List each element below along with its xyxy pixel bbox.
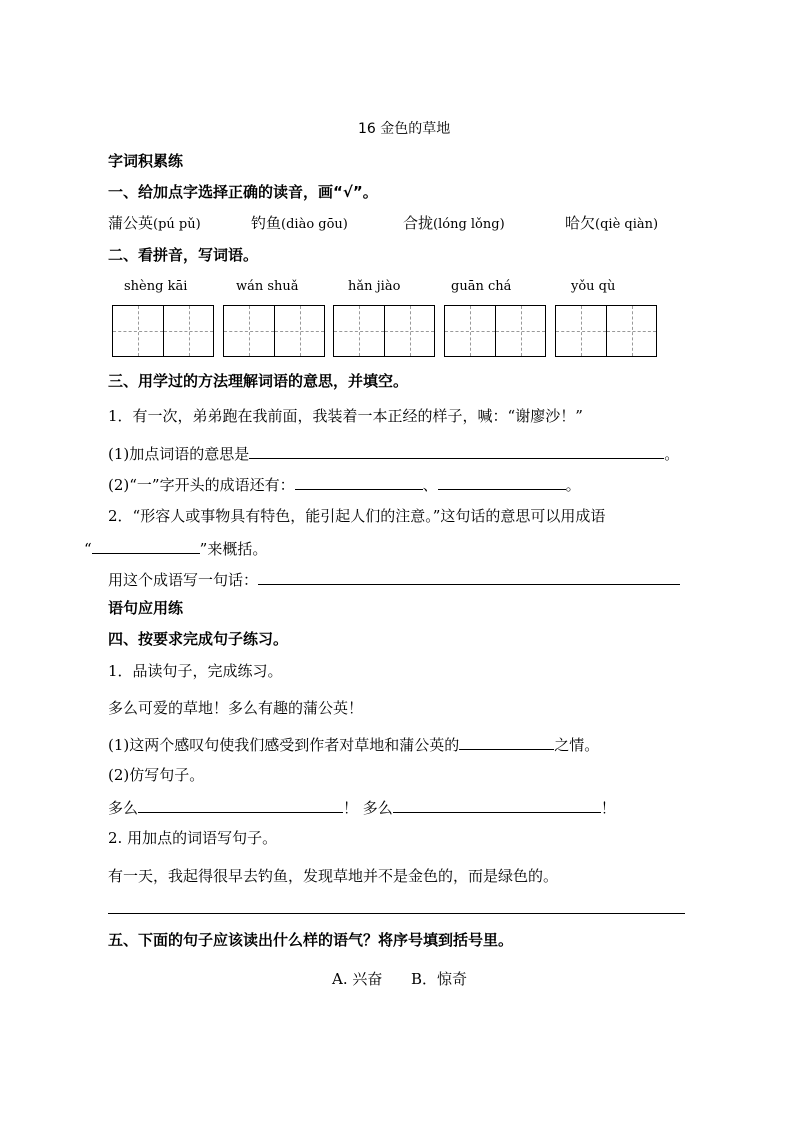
- writing-grid-2[interactable]: [223, 305, 325, 357]
- q4-sub-2: (2)仿写句子。: [108, 766, 205, 784]
- q3-sentence-2: 2．“形容人或事物具有特色，能引起人们的注意。”这句话的意思可以用成语: [108, 507, 606, 525]
- pinyin-2: wán shuǎ: [236, 279, 299, 294]
- imitate-start: 多么: [108, 799, 139, 817]
- section-heading-vocabulary: 字词积累练: [108, 152, 184, 170]
- answer-blank[interactable]: [138, 796, 343, 813]
- q1-item-2: [251, 213, 348, 235]
- answer-blank[interactable]: [258, 568, 680, 585]
- answer-blank[interactable]: [438, 473, 566, 490]
- q1-options: (qiè qiàn): [595, 217, 659, 232]
- answer-blank[interactable]: [393, 796, 601, 813]
- idiom-blank[interactable]: [92, 537, 200, 554]
- quote-open: “: [84, 540, 92, 558]
- q3-sub-1-end: 。: [664, 445, 680, 463]
- q3-sub-1: [108, 442, 679, 464]
- writing-grid-5[interactable]: [555, 305, 657, 357]
- q4-part-1: 1．品读句子，完成练习。: [108, 662, 283, 680]
- writing-grid-3[interactable]: [333, 305, 435, 357]
- q3-sentence-1: 1．有一次，弟弟跑在我前面，我装着一本正经的样子，喊：“谢廖沙！”: [108, 407, 583, 425]
- page-title: 16 金色的草地: [358, 121, 451, 137]
- q3-sub-2: [108, 473, 581, 495]
- q3-use-idiom-label: 用这个成语写一句话：: [108, 571, 259, 589]
- q1-item-1: [108, 213, 201, 235]
- q3-sub-2-label: (2)“一”字开头的成语还有：: [108, 476, 295, 494]
- q1-options: (diào gōu): [281, 217, 348, 232]
- section-heading-sentences: 语句应用练: [108, 599, 184, 617]
- answer-line[interactable]: [108, 913, 685, 914]
- q1-options: (lóng lǒng): [433, 217, 505, 232]
- question-4-heading: 四、按要求完成句子练习。: [108, 630, 289, 648]
- q3-idiom-blank-line: [84, 537, 267, 559]
- q1-word: 钓鱼: [251, 214, 282, 232]
- q3-sub-2-end: 。: [565, 476, 581, 494]
- writing-grid-4[interactable]: [444, 305, 546, 357]
- pinyin-3: hǎn jiào: [348, 279, 401, 294]
- q3-use-idiom: [108, 568, 680, 590]
- q4-sub-1-end: 之情。: [554, 736, 600, 754]
- question-3-heading: 三、用学过的方法理解词语的意思，并填空。: [108, 372, 409, 390]
- q1-word: 合拢: [403, 214, 434, 232]
- quote-close: ”来概括。: [199, 540, 268, 558]
- q3-sub-1-label: (1)加点词语的意思是: [108, 445, 250, 463]
- q1-options: (pú pǔ): [153, 217, 201, 232]
- q1-item-4: [565, 213, 658, 235]
- q4-imitate: [108, 796, 616, 818]
- q4-part-2: 2. 用加点的词语写句子。: [108, 829, 278, 847]
- question-5-heading: 五、下面的句子应该读出什么样的语气？将序号填到括号里。: [108, 931, 514, 949]
- pinyin-1: shèng kāi: [124, 279, 188, 294]
- writing-grid-1[interactable]: [112, 305, 214, 357]
- answer-blank[interactable]: [295, 473, 423, 490]
- q4-sub-1: [108, 733, 599, 755]
- q4-part-2-sentence: 有一天，我起得很早去钓鱼，发现草地并不是金色的，而是绿色的。: [108, 867, 559, 885]
- answer-blank[interactable]: [459, 733, 554, 750]
- imitate-mid: ！ 多么: [343, 799, 393, 817]
- imitate-end: ！: [600, 799, 616, 817]
- pinyin-5: yǒu qù: [571, 279, 616, 294]
- q5-options: A. 兴奋 B．惊奇: [332, 970, 468, 988]
- q4-example-sentence: 多么可爱的草地！多么有趣的蒲公英！: [108, 699, 364, 717]
- answer-blank[interactable]: [249, 442, 664, 459]
- q4-sub-1-label: (1)这两个感叹句使我们感受到作者对草地和蒲公英的: [108, 736, 460, 754]
- q1-word: 蒲公英: [108, 214, 154, 232]
- question-2-heading: 二、看拼音，写词语。: [108, 246, 259, 264]
- q1-item-3: [403, 213, 505, 235]
- q1-word: 哈欠: [565, 214, 596, 232]
- separator: 、: [422, 476, 438, 494]
- pinyin-4: guān chá: [451, 279, 512, 294]
- question-1-heading: 一、给加点字选择正确的读音，画“√”。: [108, 183, 378, 201]
